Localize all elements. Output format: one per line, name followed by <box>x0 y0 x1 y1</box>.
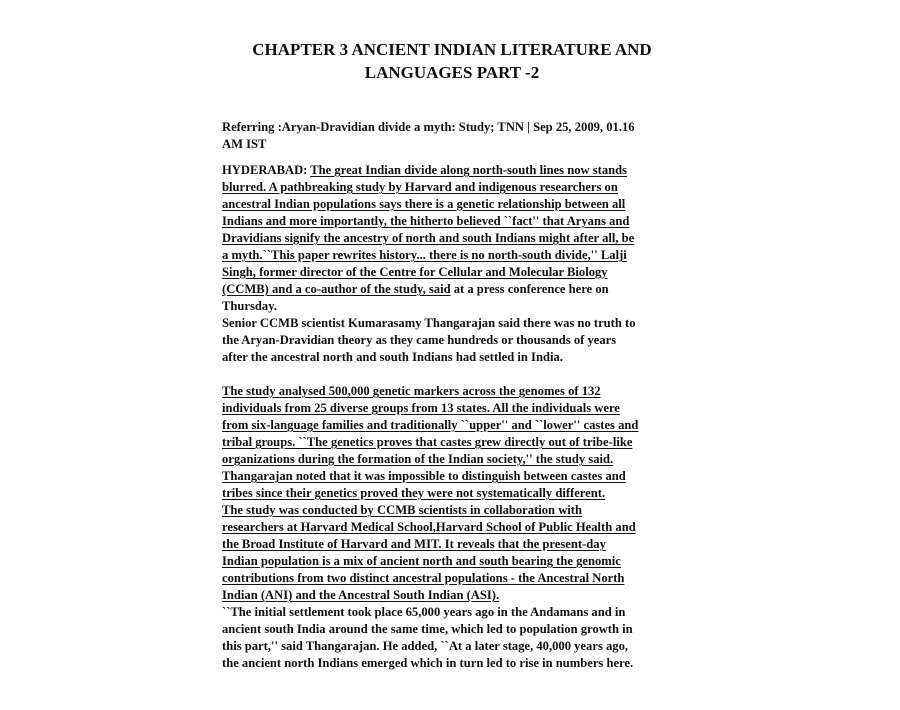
paragraph-line: the ancient north Indians emerged which in turn led to rise in numbers here. <box>222 656 634 670</box>
plain-text: at a press conference here on <box>450 282 609 296</box>
paragraph-line: a myth.``This paper rewrites history... there is no north-south divide,'' Lalji <box>222 248 627 262</box>
paragraph-line: the Broad Institute of Harvard and MIT. It reveals that the present-day <box>222 537 606 551</box>
paragraph-line: the Aryan-Dravidian theory as they came hundreds or thousands of years <box>222 333 617 347</box>
paragraph-line: Indians and more importantly, the hitherto believed ``fact'' that Aryans and <box>222 214 630 228</box>
paragraph-line: after the ancestral north and south Indians had settled in India. <box>222 350 563 364</box>
paragraph-line: Indian population is a mix of ancient north and south bearing the genomic <box>222 554 621 568</box>
paragraph-line <box>222 162 678 179</box>
paragraph-line: this part,'' said Thangarajan. He added, ``At a later stage, 40,000 years ago, <box>222 639 629 653</box>
paragraph-line: Thursday. <box>222 299 277 313</box>
paragraph-1 <box>222 162 678 315</box>
paragraph-line: The study was conducted by CCMB scientists in collaboration with <box>222 503 583 517</box>
paragraph-line <box>222 281 678 298</box>
paragraph-line: Dravidians signify the ancestry of north and south Indians might after all, be <box>222 231 635 245</box>
paragraph-3 <box>222 383 678 604</box>
paragraph-line: organizations during the formation of the Indian society,'' the study said. <box>222 452 614 466</box>
chapter-title-line-2: LANGUAGES PART -2 <box>364 63 540 82</box>
chapter-title-line-1: CHAPTER 3 ANCIENT INDIAN LITERATURE AND <box>252 40 652 59</box>
paragraph-line: Thangarajan noted that it was impossible to distinguish between castes and <box>222 469 626 483</box>
spacer <box>222 153 678 162</box>
dateline: HYDERABAD: <box>222 163 311 177</box>
paragraph-2 <box>222 315 678 366</box>
article-body <box>222 119 678 672</box>
paragraph-line: contributions from two distinct ancestral populations - the Ancestral North <box>222 571 625 585</box>
underlined-text: (CCMB) and a co-author of the study, said <box>222 282 451 296</box>
paragraph-line: ``The initial settlement took place 65,000 years ago in the Andamans and in <box>222 605 626 619</box>
paragraph-line: from six-language families and traditionally ``upper'' and ``lower'' castes and <box>222 418 639 432</box>
paragraph-line: researchers at Harvard Medical School,Harvard School of Public Health and <box>222 520 636 534</box>
paragraph-line: ancient south India around the same time, which led to population growth in <box>222 622 633 636</box>
paragraph-line: blurred. A pathbreaking study by Harvard and indigenous researchers on <box>222 180 618 194</box>
paragraph-line: Indian (ANI) and the Ancestral South Indian (ASI). <box>222 588 500 602</box>
referring-text-2: AM IST <box>222 137 267 151</box>
chapter-title <box>222 38 682 84</box>
paragraph-line: tribal groups. ``The genetics proves that castes grew directly out of tribe-like <box>222 435 633 449</box>
paragraph-line: The study analysed 500,000 genetic markers across the genomes of 132 <box>222 384 601 398</box>
paragraph-line: Senior CCMB scientist Kumarasamy Thangarajan said there was no truth to <box>222 316 636 330</box>
spacer <box>222 366 678 383</box>
paragraph-line: Singh, former director of the Centre for Cellular and Molecular Biology <box>222 265 608 279</box>
paragraph-line: individuals from 25 diverse groups from 13 states. All the individuals were <box>222 401 620 415</box>
underlined-text: The great Indian divide along north-south lines now stands <box>310 163 628 177</box>
paragraph-line: tribes since their genetics proved they were not systematically different. <box>222 486 606 500</box>
referring-line <box>222 119 678 153</box>
paragraph-line: ancestral Indian populations says there is a genetic relationship between all <box>222 197 626 211</box>
paragraph-4 <box>222 604 678 672</box>
referring-text-1: Referring :Aryan-Dravidian divide a myth: Study; TNN | Sep 25, 2009, 01.16 <box>222 120 635 134</box>
